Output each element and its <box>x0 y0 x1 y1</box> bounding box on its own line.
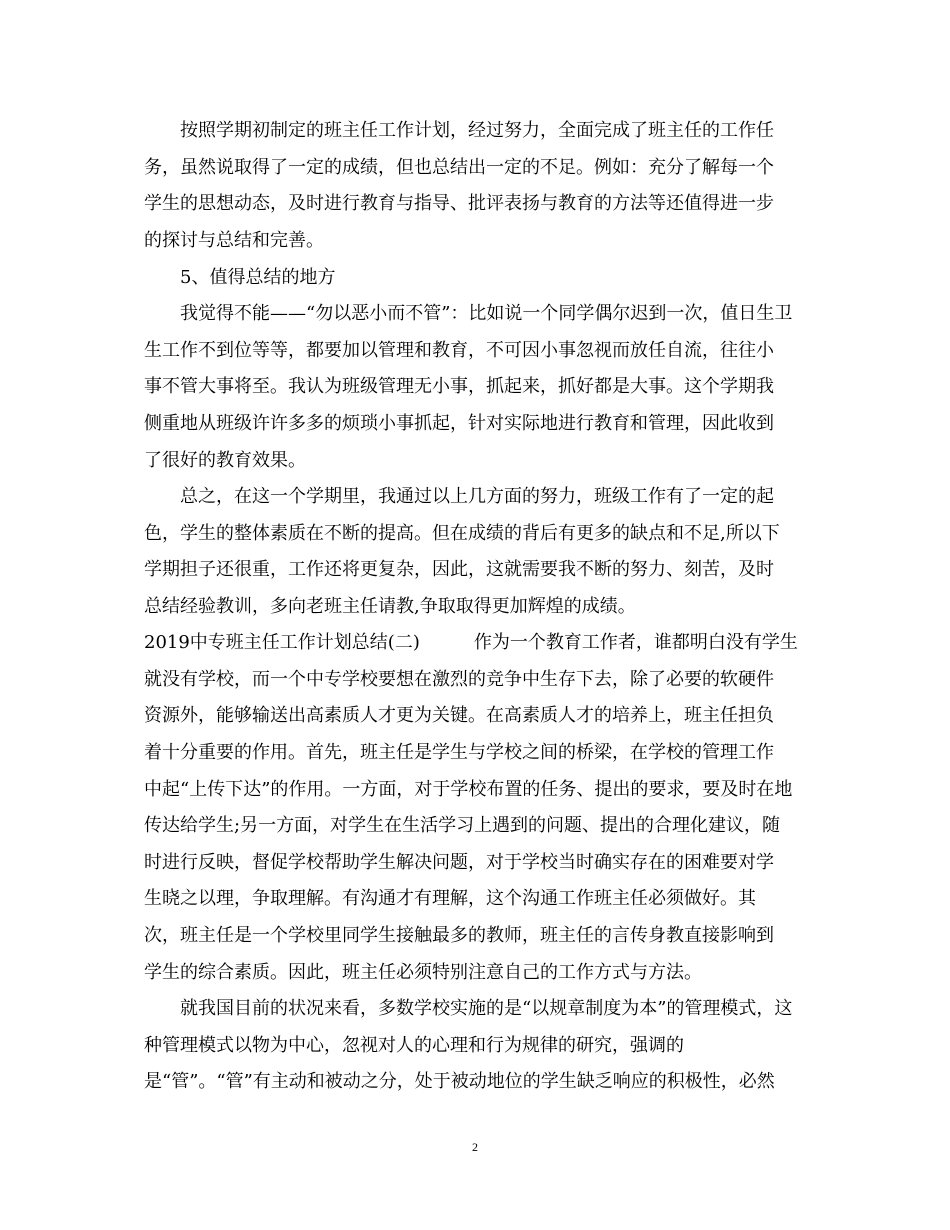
text-line: 的探讨与总结和完善。 <box>144 230 324 251</box>
text-line: 资源外，能够输送出高素质人才更为关键。在高素质人才的培养上，班主任担负 <box>144 705 774 726</box>
text-line: 就没有学校，而一个中专学校要想在激烈的竞争中生存下去，除了必要的软硬件 <box>144 669 774 690</box>
text-line: 色，学生的整体素质在不断的提高。但在成绩的背后有更多的缺点和不足,所以下 <box>144 523 780 544</box>
text-line: 是“管”。“管”有主动和被动之分，处于被动地位的学生缺乏响应的积极性，必然 <box>144 1071 775 1092</box>
text-line: 学生的综合素质。因此，班主任必须特别注意自己的工作方式与方法。 <box>144 962 702 983</box>
text-line: 按照学期初制定的班主任工作计划，经过努力，全面完成了班主任的工作任 <box>144 120 774 141</box>
text-line: 学期担子还很重，工作还将更复杂，因此，这就需要我不断的努力、刻苦，及时 <box>144 559 774 580</box>
text-line: 务，虽然说取得了一定的成绩，但也总结出一定的不足。例如：充分了解每一个 <box>144 157 774 178</box>
page-number: 2 <box>472 1140 478 1154</box>
text-line: 事不管大事将至。我认为班级管理无小事，抓起来，抓好都是大事。这个学期我 <box>144 376 774 397</box>
text-line: 总之，在这一个学期里，我通过以上几方面的努力，班级工作有了一定的起 <box>144 486 774 507</box>
text-line: 生工作不到位等等，都要加以管理和教育，不可因小事忽视而放任自流，往往小 <box>144 340 774 361</box>
text-line: 种管理模式以物为中心，忽视对人的心理和行为规律的研究，强调的 <box>144 1035 684 1056</box>
text-line: 就我国目前的状况来看，多数学校实施的是“以规章制度为本”的管理模式，这 <box>144 998 793 1019</box>
text-line: 总结经验教训，多向老班主任请教,争取取得更加辉煌的成绩。 <box>144 596 636 617</box>
text-line: 中起“上传下达”的作用。一方面，对于学校布置的任务、提出的要求，要及时在地 <box>144 779 793 800</box>
text-line: 我觉得不能——“勿以恶小而不管”：比如说一个同学偶尔迟到一次，值日生卫 <box>144 303 793 324</box>
text-line: 了很好的教育效果。 <box>144 450 306 471</box>
text-line: 传达给学生;另一方面，对学生在生活学习上遇到的问题、提出的合理化建议，随 <box>144 815 781 836</box>
text-line: 学生的思想动态，及时进行教育与指导、批评表扬与教育的方法等还值得进一步 <box>144 193 774 214</box>
text-line: 生晓之以理，争取理解。有沟通才有理解，这个沟通工作班主任必须做好。其 <box>144 888 756 909</box>
text-line: 5、值得总结的地方 <box>144 267 336 288</box>
text-line: 次，班主任是一个学校里同学生接触最多的教师，班主任的言传身教直接影响到 <box>144 925 774 946</box>
text-line: 2019中专班主任工作计划总结(二) 作为一个教育工作者，谁都明白没有学生 <box>144 632 798 653</box>
text-line: 时进行反映，督促学校帮助学生解决问题，对于学校当时确实存在的困难要对学 <box>144 852 774 873</box>
text-line: 着十分重要的作用。首先，班主任是学生与学校之间的桥梁，在学校的管理工作 <box>144 742 774 763</box>
text-line: 侧重地从班级许许多多的烦琐小事抓起，针对实际地进行教育和管理，因此收到 <box>144 413 774 434</box>
